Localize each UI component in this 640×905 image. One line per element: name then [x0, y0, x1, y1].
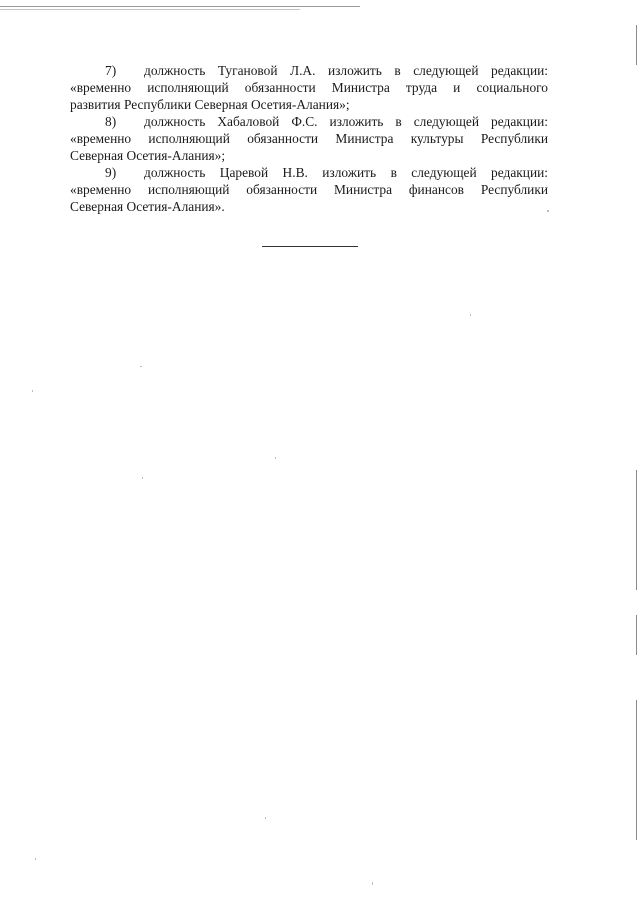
scan-speck — [372, 882, 373, 885]
paragraph-line: развития Республики Северная Осетия-Алания»; — [70, 97, 350, 112]
scan-artifact-line — [0, 6, 360, 7]
item-number: 7) — [105, 63, 117, 78]
list-item-8 — [70, 113, 548, 164]
list-item-7 — [70, 62, 548, 113]
scan-speck — [35, 858, 36, 860]
scan-edge-mark — [636, 700, 637, 840]
item-text: должность Тугановой Л.А. изложить в следующей редакции: — [144, 63, 548, 78]
end-of-document-rule — [262, 246, 358, 247]
scan-speck — [265, 817, 266, 819]
scan-speck — [140, 366, 142, 367]
scan-speck — [275, 457, 276, 459]
paragraph-line: Северная Осетия-Алания»; — [70, 148, 226, 163]
scan-edge-mark — [636, 615, 637, 655]
scan-artifact-line — [0, 9, 300, 10]
paragraph-first-line — [70, 164, 548, 181]
scan-edge-mark — [636, 470, 637, 590]
scan-speck — [142, 477, 143, 479]
item-number: 8) — [105, 114, 117, 129]
item-number: 9) — [105, 165, 117, 180]
paragraph-first-line — [70, 113, 548, 130]
paragraph-line: «временно исполняющий обязанности Министра труда и социального — [70, 80, 548, 95]
paragraph-line: «временно исполняющий обязанности Министра финансов Республики — [70, 182, 548, 197]
paragraph-line: «временно исполняющий обязанности Министра культуры Республики — [70, 131, 548, 146]
scan-speck — [547, 210, 549, 212]
paragraph-line: Северная Осетия-Алания». — [70, 199, 225, 214]
paragraph-first-line — [70, 62, 548, 79]
scan-edge-mark — [636, 25, 637, 65]
item-text: должность Хабаловой Ф.С. изложить в следующей редакции: — [144, 114, 548, 129]
document-body — [70, 62, 548, 215]
scan-speck — [32, 390, 33, 392]
item-text: должность Царевой Н.В. изложить в следующей редакции: — [144, 165, 548, 180]
scan-speck — [470, 314, 471, 316]
list-item-9 — [70, 164, 548, 215]
